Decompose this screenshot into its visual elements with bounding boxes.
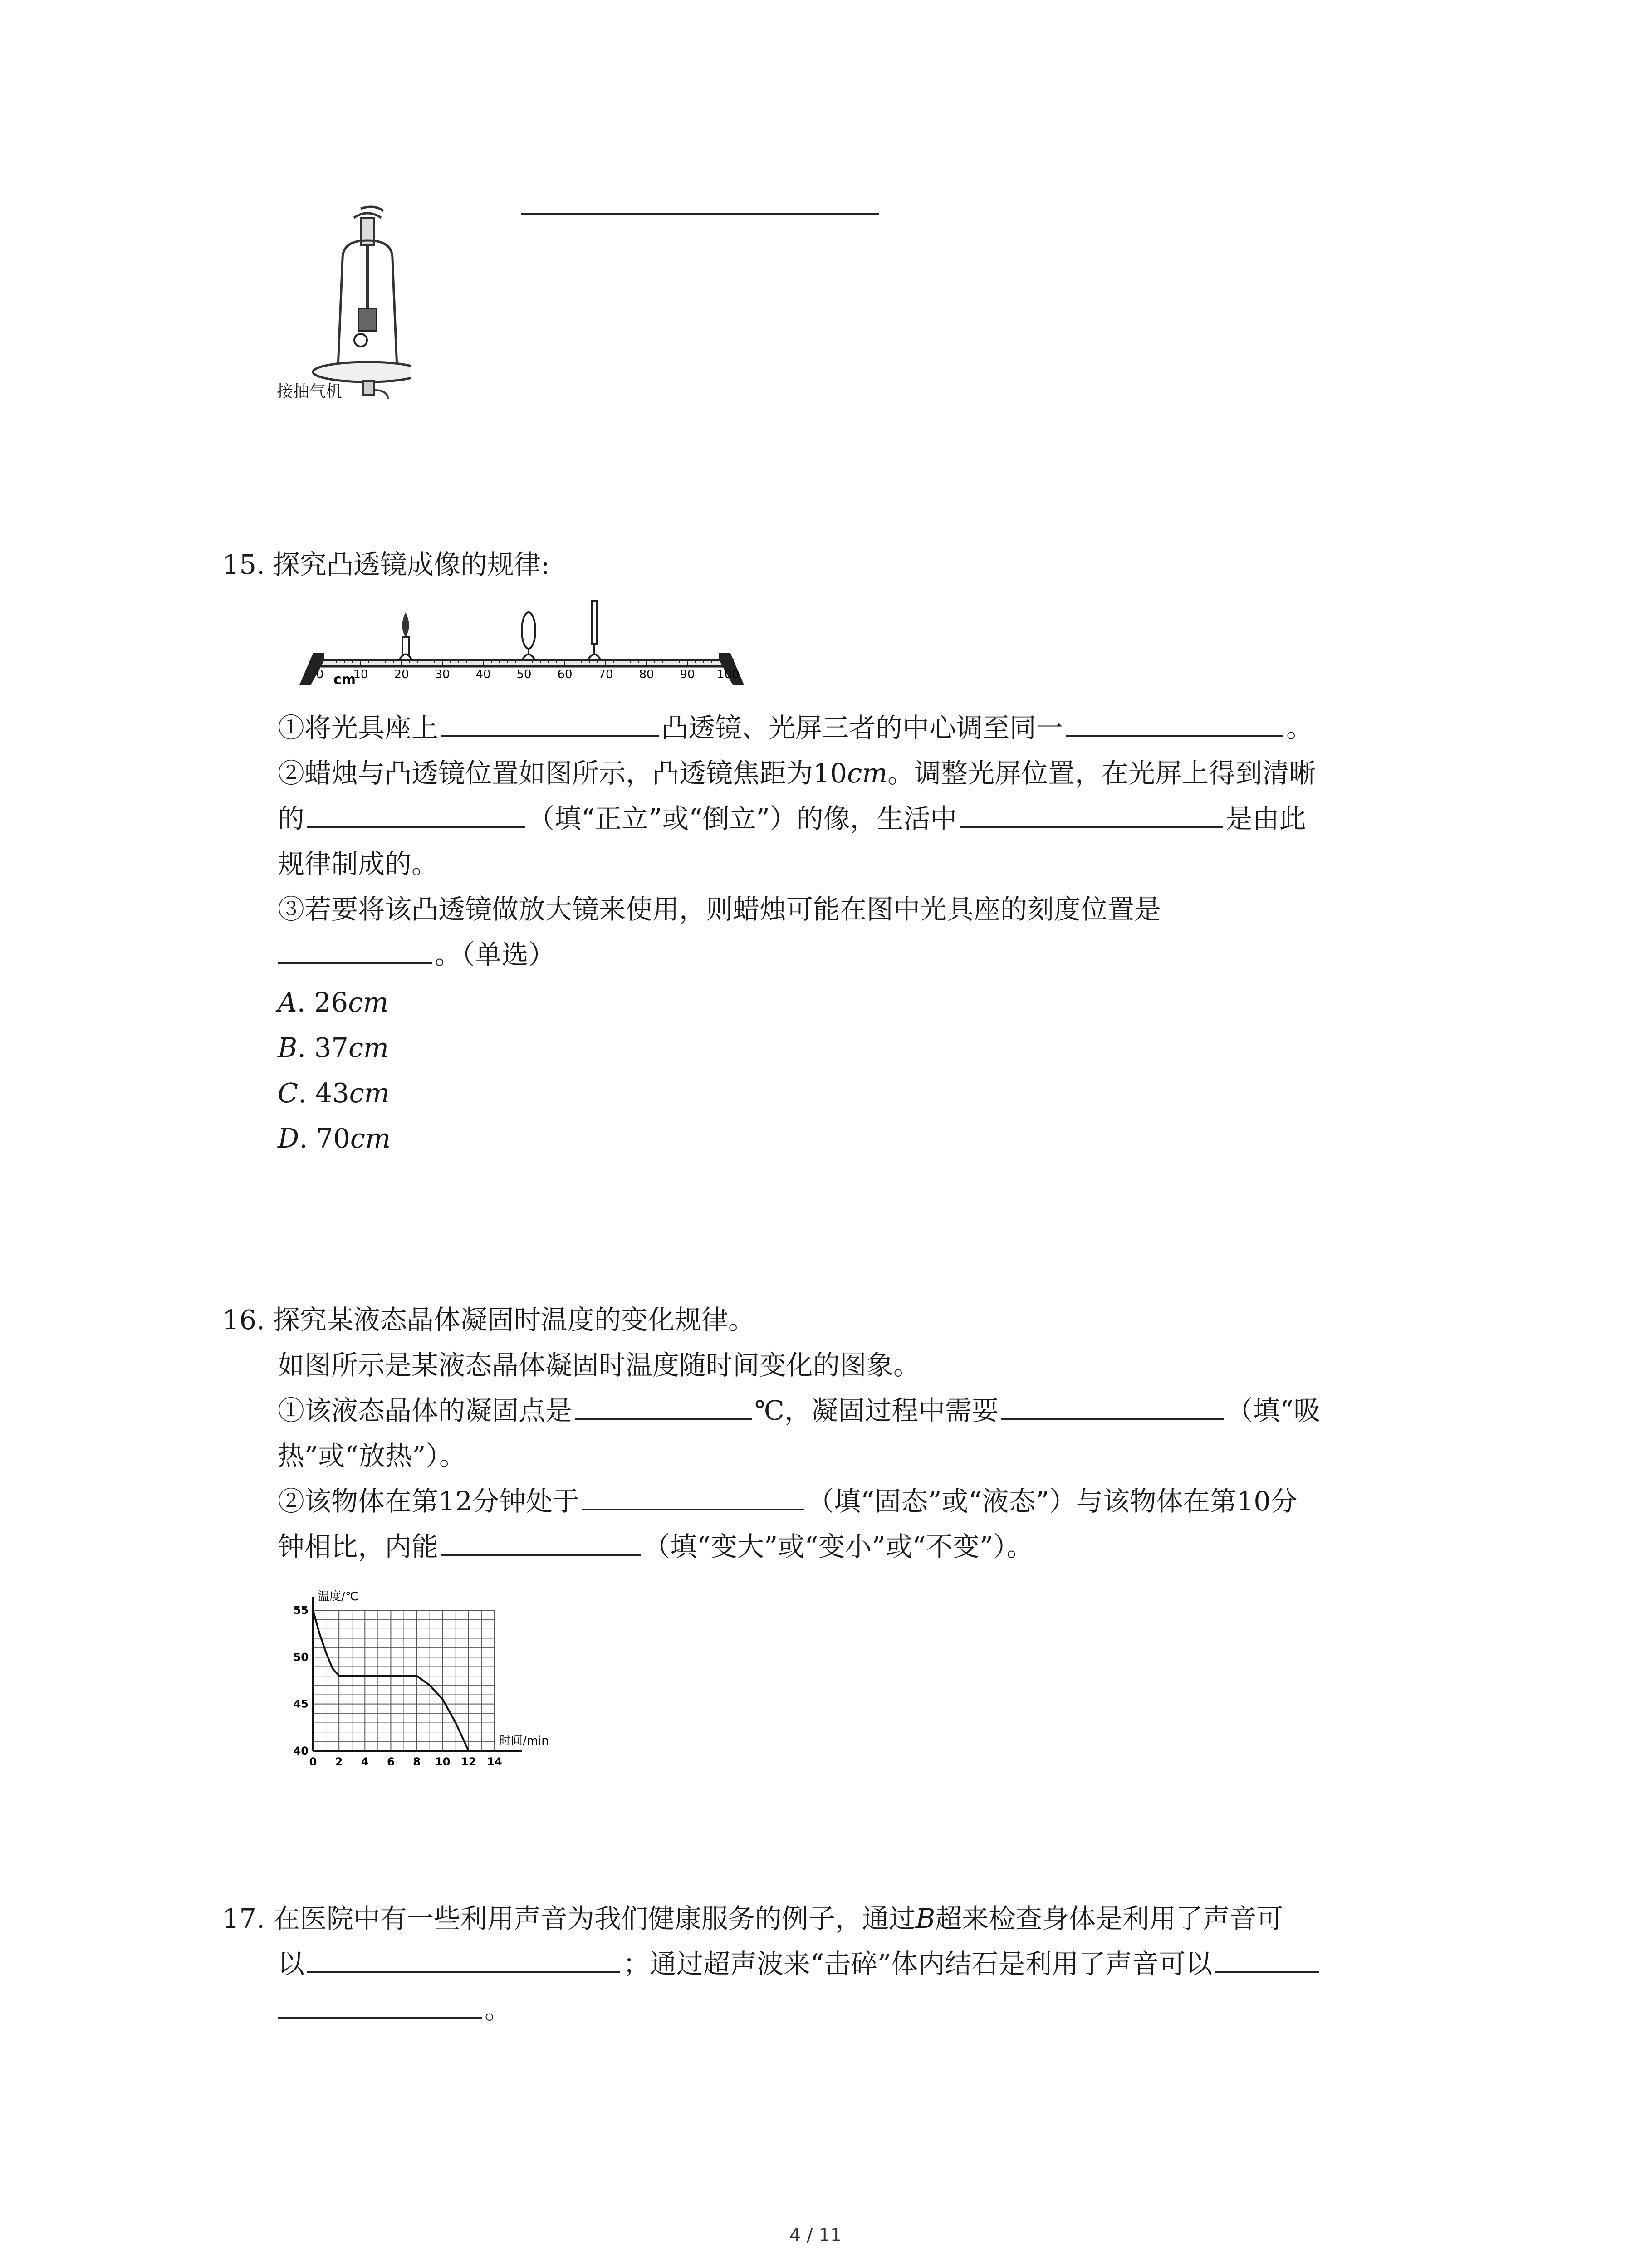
ruler-label: 100 [717, 668, 740, 681]
ruler-label: 90 [680, 668, 695, 681]
answer-blank-17-1[interactable] [307, 1971, 620, 1973]
q15-item2-line1 [278, 760, 1316, 787]
q16-item1-line2: 热”或“放热”）。 [278, 1440, 466, 1471]
ruler-label: 10 [353, 668, 368, 681]
x-axis-label: 时间/min [499, 1734, 549, 1748]
q17-line1-b: B [915, 1903, 936, 1934]
q16-item1-b: ℃，凝固过程中需要 [754, 1395, 999, 1426]
q16-item1-a: ①该液态晶体的凝固点是 [278, 1395, 573, 1426]
q16-item2-b: （填“固态”或“液态”）与该物体在第10分 [807, 1486, 1298, 1517]
q17-line1 [222, 1905, 1283, 1932]
q15-item3-line2 [278, 941, 555, 968]
answer-blank-16-3[interactable] [582, 1509, 804, 1510]
answer-blank-17-2b[interactable] [278, 2017, 482, 2019]
cooling-curve-chart [272, 1583, 590, 1765]
q16-item2 [278, 1488, 1298, 1515]
y-tick-label: 55 [293, 1604, 309, 1617]
x-tick-label: 10 [435, 1755, 451, 1765]
x-tick-label: 8 [413, 1755, 421, 1765]
x-tick-label: 0 [309, 1755, 317, 1765]
ruler-label: 60 [557, 668, 573, 681]
ruler-label: 30 [435, 668, 450, 681]
x-tick-label: 2 [335, 1755, 343, 1765]
q17-line1-a: 在医院中有一些利用声音为我们健康服务的例子，通过 [273, 1903, 916, 1934]
q16-item2-line2 [278, 1533, 1034, 1560]
q17-line2-a: 以 [278, 1948, 305, 1980]
option-unit: cm [349, 1077, 390, 1109]
x-tick-label: 14 [487, 1755, 502, 1765]
q17-line2-b: ；通过超声波来“击碎”体内结石是利用了声音可以 [623, 1948, 1213, 1980]
y-axis-label: 温度/℃ [318, 1590, 358, 1603]
q17-line3-end: 。 [485, 1994, 512, 2025]
ruler-label: 40 [475, 668, 491, 681]
y-tick-label: 40 [293, 1745, 309, 1757]
ruler-unit: cm [333, 672, 356, 688]
q15-item2-line2 [278, 805, 1306, 832]
answer-blank-top[interactable] [521, 213, 879, 215]
bell-jar-figure [274, 200, 411, 408]
q15-option-a[interactable]: A. 26cm [278, 987, 389, 1018]
q15-item3-line1: ③若要将该凸透镜做放大镜来使用，则蜡烛可能在图中光具座的刻度位置是 [278, 894, 1161, 925]
optical-bench-figure [274, 585, 774, 689]
q15-item2-line2-b: （填“正立”或“倒立”）的像，生活中 [528, 803, 957, 834]
x-tick-label: 4 [361, 1755, 369, 1765]
answer-blank-16-4[interactable] [441, 1554, 641, 1556]
q16-item1-c: （填“吸 [1226, 1395, 1321, 1426]
q17-line2 [278, 1948, 1322, 1980]
answer-blank-15-2[interactable] [1066, 735, 1283, 737]
ruler-label: 0 [316, 668, 324, 681]
answer-blank-15-5[interactable] [278, 962, 432, 964]
q15-item3-line2-text: 。（单选） [435, 939, 555, 970]
q15-item1 [278, 714, 1313, 741]
ruler-label: 20 [394, 668, 409, 681]
q15-item1-text-b: 凸透镜、光屏三者的中心调至同一 [661, 712, 1063, 743]
option-value: 70 [316, 1123, 350, 1154]
answer-blank-15-4[interactable] [960, 826, 1223, 828]
q16-item2-a: ②该物体在第12分钟处于 [278, 1486, 580, 1517]
q15-title [222, 551, 550, 578]
x-tick-label: 12 [461, 1755, 476, 1765]
option-letter: B [278, 1032, 298, 1063]
option-unit: cm [348, 1032, 389, 1063]
option-letter: D [278, 1123, 299, 1154]
q15-option-d[interactable]: D. 70cm [278, 1123, 391, 1154]
ruler-label: 50 [516, 668, 532, 681]
option-unit: cm [348, 987, 389, 1018]
q16-intro: 如图所示是某液态晶体凝固时温度随时间变化的图象。 [278, 1349, 921, 1381]
q17-number: 17. [222, 1903, 265, 1934]
q15-option-b[interactable]: B. 37cm [278, 1032, 389, 1063]
q15-option-c[interactable]: C. 43cm [278, 1077, 390, 1109]
answer-blank-15-3[interactable] [307, 826, 525, 828]
y-tick-label: 45 [293, 1697, 309, 1711]
q15-item2-line3: 规律制成的。 [278, 848, 439, 880]
option-letter: A [278, 987, 297, 1018]
q16-item2-line2-b: （填“变大”或“变小”或“不变”）。 [643, 1531, 1034, 1562]
option-value: 26 [314, 987, 348, 1018]
option-value: 43 [315, 1077, 349, 1109]
q17-line1-c: 超来检查身体是利用了声音可 [935, 1903, 1283, 1934]
q16-number: 16. [222, 1304, 265, 1335]
q17-line3 [278, 1996, 511, 2023]
q15-item2-line2-c: 是由此 [1225, 803, 1306, 834]
q16-item2-line2-a: 钟相比，内能 [278, 1531, 439, 1562]
option-unit: cm [350, 1123, 391, 1154]
q15-item1-text-c: 。 [1286, 712, 1313, 743]
x-tick-label: 6 [387, 1755, 395, 1765]
answer-blank-16-1[interactable] [575, 1418, 752, 1420]
q15-item2-line2-a: 的 [278, 803, 305, 834]
q15-title-text: 探究凸透镜成像的规律: [273, 549, 550, 580]
q16-title [222, 1306, 755, 1333]
q15-item1-text-a: ①将光具座上 [278, 712, 439, 743]
answer-blank-17-2a[interactable] [1215, 1971, 1319, 1973]
ruler-label: 80 [639, 668, 654, 681]
answer-blank-16-2[interactable] [1001, 1418, 1224, 1420]
page-number: 4 / 11 [789, 2225, 842, 2246]
option-value: 37 [314, 1032, 348, 1063]
q15-item2-text: ②蜡烛与凸透镜位置如图所示，凸透镜焦距为10 [278, 758, 847, 789]
q15-item2-unit: cm [847, 758, 888, 789]
answer-blank-15-1[interactable] [441, 735, 659, 737]
option-letter: C [278, 1077, 299, 1109]
y-tick-label: 50 [293, 1651, 309, 1664]
q15-number: 15. [222, 549, 265, 580]
q16-item1 [278, 1397, 1320, 1424]
bell-jar-caption: 接抽气机 [277, 382, 343, 401]
ruler-label: 70 [598, 668, 613, 681]
q15-item2-text-rest: 。调整光屏位置，在光屏上得到清晰 [887, 758, 1316, 789]
q16-title-text: 探究某液态晶体凝固时温度的变化规律。 [273, 1304, 755, 1335]
